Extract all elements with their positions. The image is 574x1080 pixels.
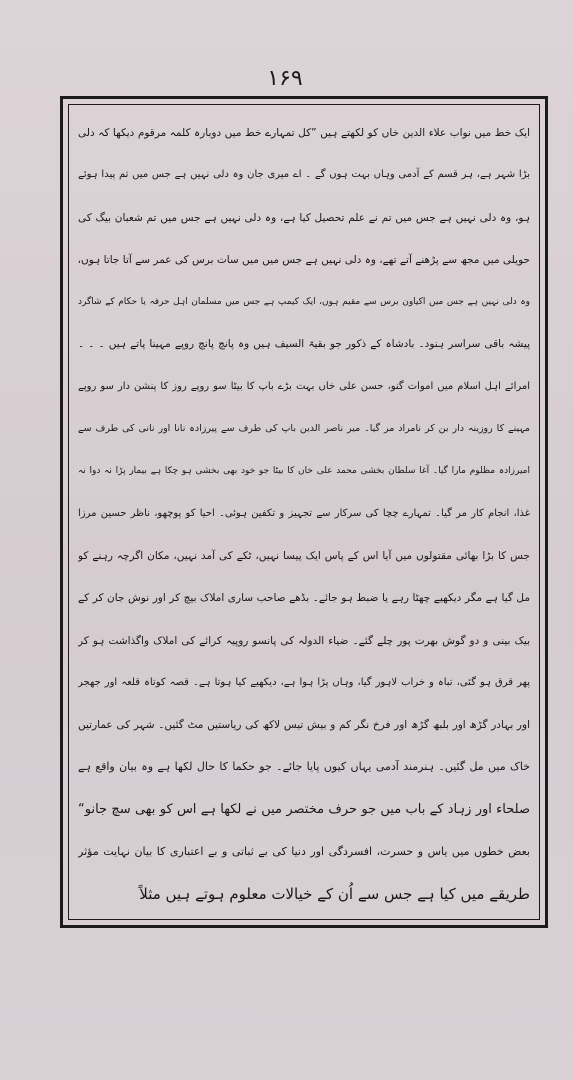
text-line: اور بہادر گڑھ اور بلبھ گڑھ اور فرخ نگر کم و بیش تیس لاکھ کی ریاستیں مٹ گئیں۔ شہر کی عمارتیں	[78, 719, 530, 732]
text-line: ایک خط میں نواب علاء الدین خاں کو لکھتے ہیں ”کل تمہارے خط میں دوبارہ کلمہ مرقوم دیکھا کہ دلی	[78, 127, 530, 139]
text-line: حویلی میں مجھ سے پڑھنے آتے تھے، وہ دلی نہیں ہے جس میں میں سات برس کی عمر سے آتا جاتا ہوں،	[78, 253, 530, 266]
text-line: مل گیا ہے مگر دیکھیے چھٹا رہے یا ضبط ہو جائے۔ بڈھے صاحب ساری املاک بیچ کر اور نوش جان کر کے	[78, 592, 530, 605]
text-line: پھر قرق ہو گئی، تباہ و خراب لاہور گیا، وہاں پڑا ہوا ہے، دیکھیے کیا ہوتا ہے۔ قصہ کوتاہ قلعہ اور جھجر	[78, 676, 530, 688]
text-line: خاک میں مل گئیں۔ ہنرمند آدمی یہاں کیوں پایا جائے۔ جو حکما کا حال لکھا ہے وہ بیان واقع ہے	[78, 760, 530, 774]
text-line: جس کا بڑا بھائی مقتولوں میں آیا اس کے پاس ایک پیسا نہیں، ٹکے کی آمد نہیں، مکان اگرچہ رہنے کو	[78, 549, 530, 562]
text-line: ہو، وہ دلی نہیں ہے جس میں تم نے علم تحصیل کیا ہے، وہ دلی نہیں ہے جس میں تم شعبان بیگ کی	[78, 211, 530, 224]
text-line: بعض خطوں میں یاس و حسرت، افسردگی اور دنیا کی بے ثباتی و بے اعتباری کا بیان نہایت مؤثر	[78, 845, 530, 859]
text-line: امرائے اہل اسلام میں اموات گنو، حسن علی خاں بہت بڑے باپ کا بیٹا سو روپے روز کا پنشن دار سو روپے	[78, 380, 530, 392]
page-number: ۱۶۹	[267, 66, 303, 91]
text-line: صلحاء اور زہاد کے باب میں جو حرف مختصر میں نے لکھا ہے اس کو بھی سچ جانو“	[78, 801, 530, 817]
text-line: بیک بینی و دو گوش بھرت پور چلے گئے۔ ضیاء الدولہ کی پانسو روپیہ کرائے کی املاک واگذاشت ہو کر	[78, 634, 530, 647]
text-line: امیرزادہ مظلوم مارا گیا۔ آغا سلطان بخشی محمد علی خاں کا بیٹا جو خود بھی بخشی ہو چکا ہے بیمار پڑا نہ دوا نہ	[78, 466, 530, 477]
text-block	[78, 112, 530, 916]
text-line: بڑا شہر ہے، ہر قسم کے آدمی وہاں بہت ہوں گے ۔ اے میری جان وہ دلی نہیں ہے جس میں تم پیدا ہوئے	[78, 169, 530, 181]
text-line: مہینے کا روزینہ دار بن کر نامراد مر گیا۔ میر ناصر الدین باپ کی طرف سے پیرزادہ نانا اور نانی کی طرف سے	[78, 423, 530, 435]
text-line: پیشہ باقی سراسر ہنود۔ بادشاہ کے ذکور جو بقیۃ السیف ہیں وہ پانچ پانچ روپے مہینا پاتے ہیں ۔ ۔ ۔	[78, 338, 530, 351]
text-line: وہ دلی نہیں ہے جس میں اکیاون برس سے مقیم ہوں، ایک کیمپ ہے جس میں مسلمان اہل حرفہ یا حکام کے شاگرد	[78, 297, 530, 308]
text-line: غذا، انجام کار مر گیا۔ تمہارے چچا کی سرکار سے تجہیز و تکفین ہوئی۔ احیا کو پوچھو، ناظر حسین مرزا	[78, 507, 530, 519]
text-line: طریقے میں کیا ہے جس سے اُن کے خیالات معلوم ہوتے ہیں مثلاً	[139, 885, 530, 904]
